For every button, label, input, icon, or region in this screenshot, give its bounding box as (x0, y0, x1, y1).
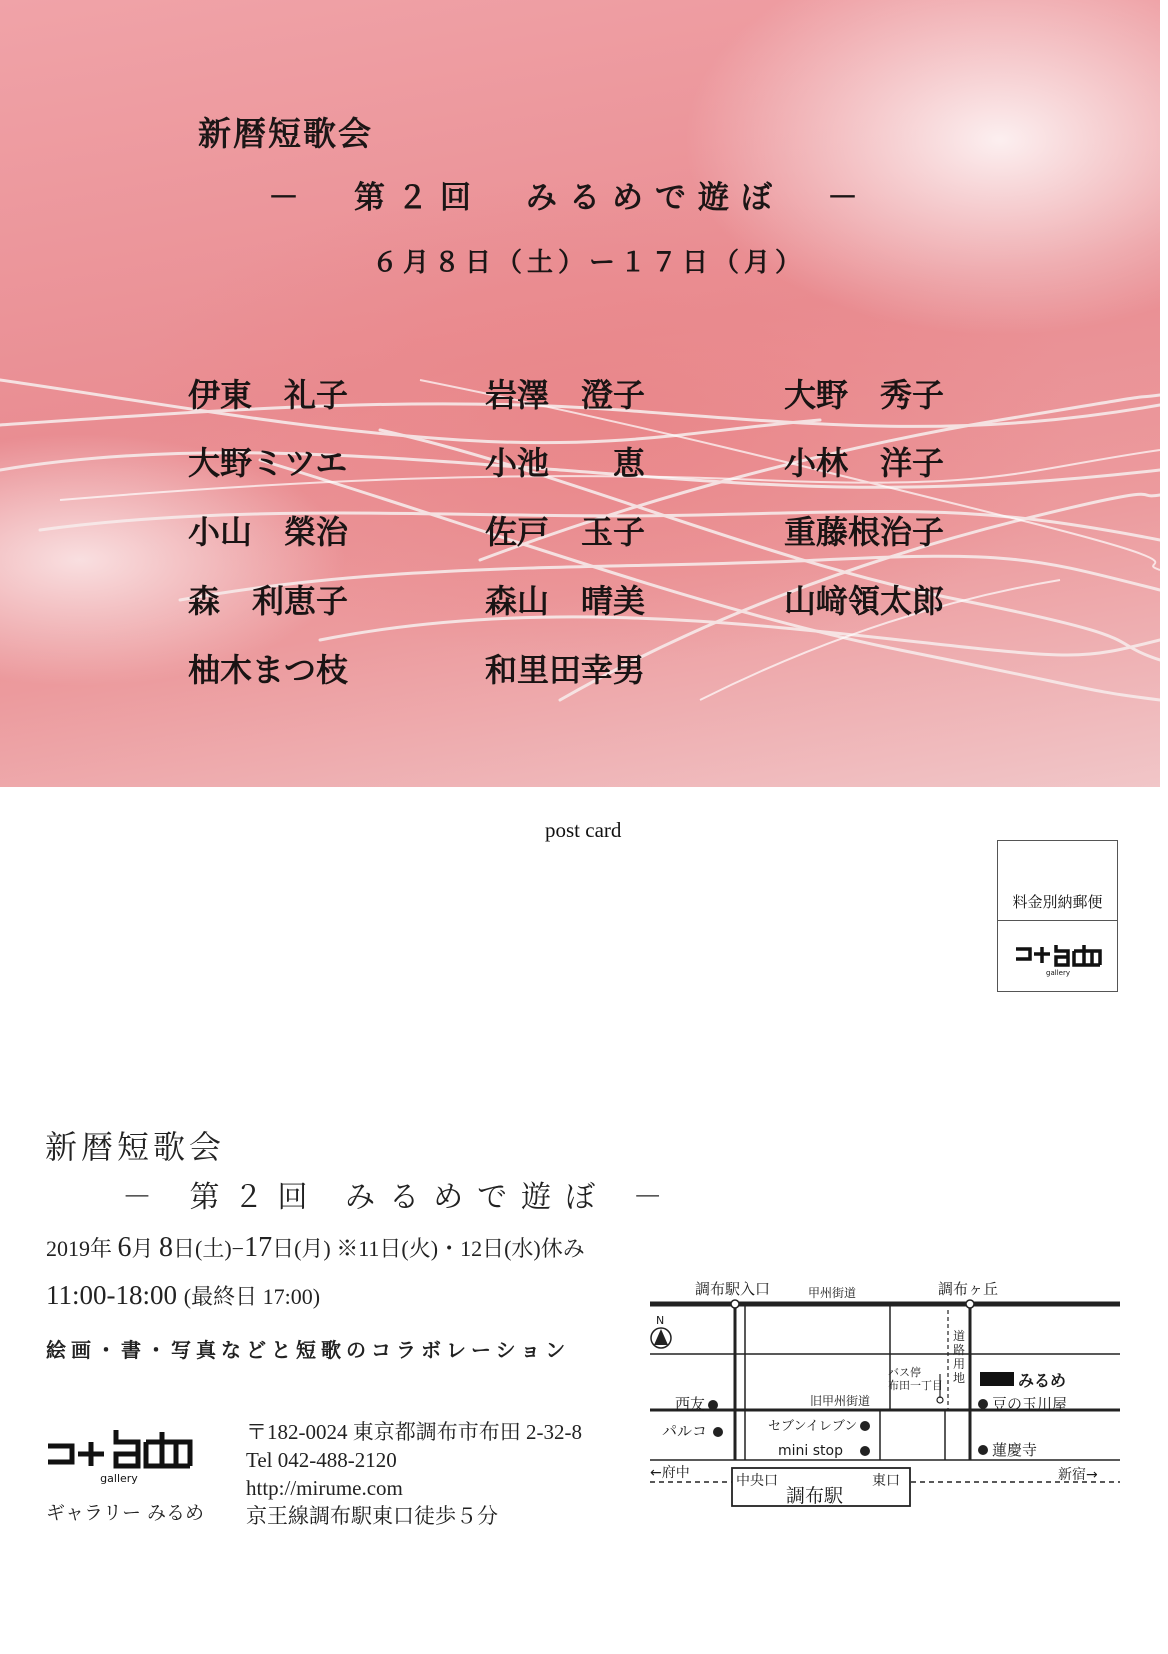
member-name: 小林 洋子 (784, 444, 945, 482)
gallery-logo-icon (44, 1420, 194, 1488)
access-directions: 京王線調布駅東口徒歩５分 (246, 1504, 498, 1528)
map-label: ←府中 (650, 1465, 690, 1481)
access-map (640, 1270, 1130, 1520)
postal-address: 〒182-0024 東京都調布市布田 2-32-8 (246, 1420, 582, 1444)
member-name: 伊東 礼子 (188, 376, 349, 414)
map-label: 蓮慶寺 (992, 1441, 1038, 1459)
front-exhibition-period: ６月８日（土）ー１７日（月） (372, 248, 807, 278)
map-label: みるめ (1018, 1371, 1067, 1390)
mirume-logo-icon (1008, 937, 1108, 977)
website-url[interactable]: http://mirume.com (246, 1476, 403, 1500)
north-label: N (656, 1314, 665, 1327)
exhibition-description: 絵画・書・写真などと短歌のコラボレーション (46, 1338, 571, 1362)
telephone: Tel 042-488-2120 (246, 1448, 397, 1472)
member-name: 岩澤 澄子 (485, 376, 646, 414)
member-name: 佐戸 玉子 (485, 513, 646, 551)
member-name: 柚木まつ枝 (188, 651, 349, 689)
member-name: 森 利恵子 (188, 582, 349, 620)
map-label: 新宿→ (1058, 1467, 1098, 1483)
info-subtitle: － 第２回 みるめで遊ぼ － (122, 1180, 677, 1215)
map-label: セブンイレブン (768, 1419, 858, 1434)
member-name: 重藤根治子 (784, 513, 945, 551)
postage-paid-stamp (997, 840, 1118, 992)
map-label: 中央口 (736, 1473, 778, 1489)
map-label: 調布駅入口 (695, 1280, 771, 1298)
map-label: 調布駅 (786, 1485, 844, 1507)
map-label: 調布ヶ丘 (938, 1280, 999, 1298)
member-name: 和里田幸男 (485, 651, 646, 689)
map-label: 甲州街道 (808, 1286, 857, 1300)
gallery-name: ギャラリー みるめ (46, 1502, 205, 1524)
intersection-marker (731, 1300, 739, 1308)
front-artwork (0, 0, 1160, 787)
place-marker (860, 1421, 870, 1431)
intersection-marker (966, 1300, 974, 1308)
map-label: 道 (953, 1329, 966, 1343)
info-dates (46, 1232, 585, 1264)
dates-year: 2019 (46, 1236, 90, 1261)
place-marker (978, 1445, 988, 1455)
place-marker (708, 1400, 718, 1410)
map-label: 地 (953, 1371, 966, 1385)
closed-days-note: ※11日(火)・12日(水)休み (336, 1236, 585, 1261)
member-name: 小山 榮治 (188, 513, 349, 551)
place-marker (978, 1399, 988, 1409)
dates-month: 6 (117, 1232, 132, 1263)
gallery-location-marker (980, 1372, 1014, 1386)
member-name: 大野 秀子 (784, 376, 945, 414)
map-label: 旧甲州街道 (810, 1394, 871, 1408)
dates-unit: 年 (90, 1236, 113, 1261)
front-exhibition-subtitle: － 第２回 みるめで遊ぼ － (268, 180, 870, 216)
hours-last-day-note: (最終日 17:00) (183, 1284, 321, 1309)
map-label: 布田一丁目 (888, 1379, 943, 1392)
place-marker (860, 1446, 870, 1456)
member-name: 山﨑領太郎 (784, 582, 945, 620)
map-label: 豆の玉川屋 (992, 1395, 1068, 1413)
dates-end-day: 17 (244, 1232, 273, 1263)
dates-unit: 日(月) (272, 1236, 331, 1261)
front-group-title: 新暦短歌会 (198, 114, 373, 153)
logo-sub-text: gallery (1046, 969, 1070, 977)
opening-hours (46, 1280, 320, 1311)
hours-range: 11:00-18:00 (46, 1280, 177, 1310)
member-name: 森山 晴美 (485, 582, 646, 620)
map-label: 東口 (872, 1473, 900, 1489)
dates-unit: 月 (131, 1236, 154, 1261)
contact-block (246, 1418, 582, 1530)
info-group-title: 新暦短歌会 (45, 1128, 226, 1166)
member-name: 大野ミツエ (188, 444, 348, 482)
postcard-label: post card (545, 818, 622, 842)
map-label: バス停 (888, 1366, 921, 1379)
logo-sub-text: gallery (100, 1472, 138, 1485)
postage-paid-text: 料金別納郵便 (1012, 893, 1103, 911)
place-marker (713, 1427, 723, 1437)
stamp-divider (998, 920, 1117, 921)
map-label: 西友 (675, 1395, 706, 1413)
dates-unit: 日(土)− (173, 1236, 245, 1261)
member-name: 小池 恵 (485, 444, 646, 482)
map-label: 路 (953, 1343, 966, 1357)
map-label: 用 (953, 1357, 966, 1371)
map-label: mini stop (778, 1443, 843, 1459)
north-arrow-icon (651, 1328, 671, 1348)
map-label: パルコ (662, 1422, 708, 1440)
dates-start-day: 8 (159, 1232, 174, 1263)
